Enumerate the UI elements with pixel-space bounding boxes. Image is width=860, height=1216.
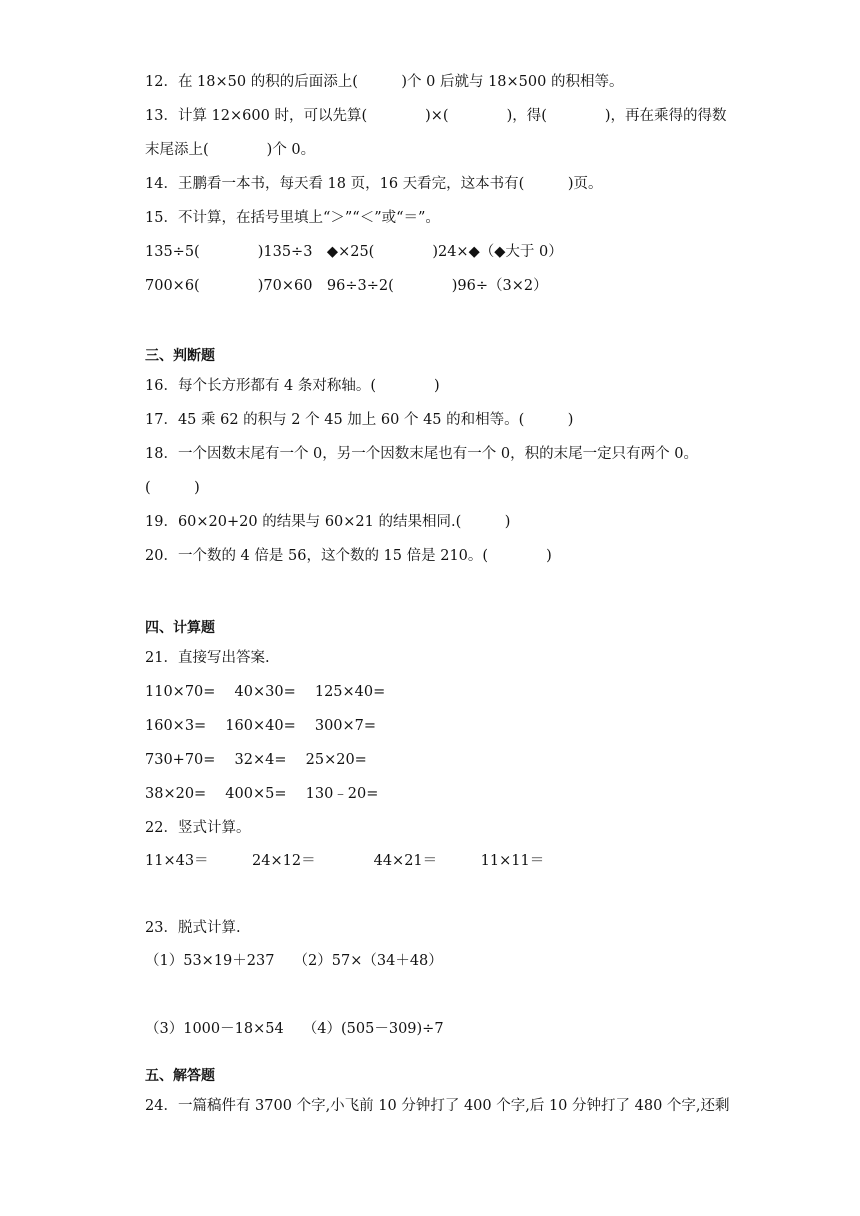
question-23: 23．脱式计算. (145, 920, 241, 936)
question-21-row-4: 38×20= 400×5= 130﹣20= (145, 786, 379, 802)
question-21: 21．直接写出答案. (145, 650, 270, 666)
question-23-row-1: （1）53×19＋237 （2）57×（34＋48） (145, 953, 443, 969)
question-22: 22．竖式计算。 (145, 820, 251, 836)
question-12: 12．在 18×50 的积的后面添上( )个 0 后就与 18×500 的积相等。 (145, 74, 624, 90)
question-17: 17．45 乘 62 的积与 2 个 45 加上 60 个 45 的和相等。( ) (145, 412, 574, 428)
question-13-line-1: 13．计算 12×600 时，可以先算( )×( )，得( )，再在乘得的得数 (145, 108, 727, 124)
question-15-row-2: 700×6( )70×60 96÷3÷2( )96÷（3×2） (145, 278, 548, 294)
question-21-row-1: 110×70= 40×30= 125×40= (145, 684, 386, 700)
question-23-row-2: （3）1000－18×54 （4）(505－309)÷7 (145, 1021, 444, 1037)
question-14: 14．王鹏看一本书，每天看 18 页，16 天看完，这本书有( )页。 (145, 176, 603, 192)
question-16: 16．每个长方形都有 4 条对称轴。( ) (145, 378, 440, 394)
question-20: 20．一个数的 4 倍是 56，这个数的 15 倍是 210。( ) (145, 548, 552, 564)
section-4-heading: 四、计算题 (145, 620, 215, 636)
question-24: 24．一篇稿件有 3700 个字,小飞前 10 分钟打了 400 个字,后 10 分钟打了 480 个字,还剩 (145, 1098, 730, 1114)
question-19: 19．60×20+20 的结果与 60×21 的结果相同.( ) (145, 514, 511, 530)
question-15: 15．不计算，在括号里填上“＞”“＜”或“＝”。 (145, 210, 440, 226)
question-15-row-1: 135÷5( )135÷3 ◆×25( )24×◆（◆大于 0） (145, 244, 563, 260)
question-18-line-1: 18．一个因数末尾有一个 0，另一个因数末尾也有一个 0，积的末尾一定只有两个 0。 (145, 446, 698, 462)
question-18-line-2: ( ) (145, 480, 200, 496)
question-13-line-2: 末尾添上( )个 0。 (145, 142, 316, 158)
question-21-row-3: 730+70= 32×4= 25×20= (145, 752, 367, 768)
question-21-row-2: 160×3= 160×40= 300×7= (145, 718, 377, 734)
section-3-heading: 三、判断题 (145, 348, 215, 364)
section-5-heading: 五、解答题 (145, 1068, 215, 1084)
question-22-row: 11×43＝ 24×12＝ 44×21＝ 11×11＝ (145, 853, 545, 869)
